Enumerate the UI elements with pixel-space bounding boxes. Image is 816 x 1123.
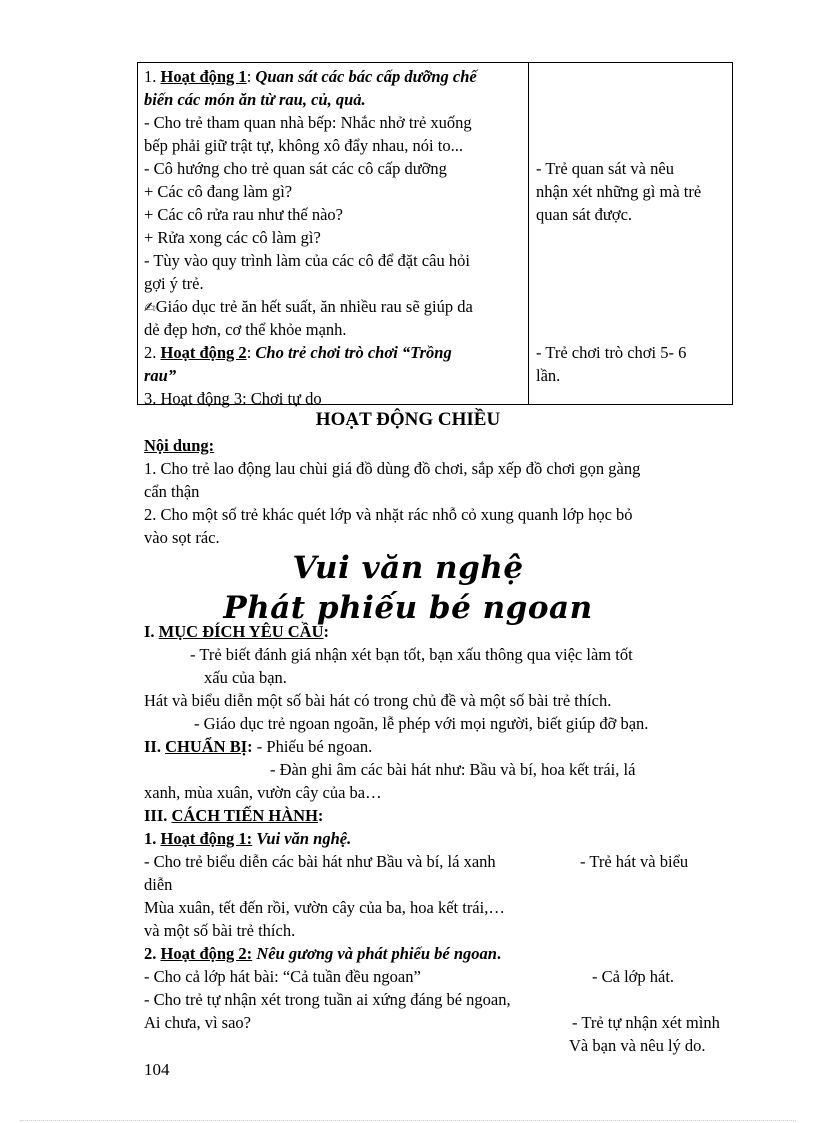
table-left-line: gợi ý trẻ.: [144, 274, 204, 293]
activity-1-line-3: Mùa xuân, tết đến rồi, vườn cây của ba, hoa kết trái,…: [144, 898, 505, 917]
section-3-heading: III. CÁCH TIẾN HÀNH:: [144, 806, 324, 825]
activity-2-response-1: - Cả lớp hát.: [592, 967, 675, 986]
activity-1-line-1: - Cho trẻ biểu diễn các bài hát như Bầu và bí, lá xanh: [144, 852, 496, 871]
activity-1-line-4: và một số bài trẻ thích.: [144, 921, 296, 940]
activity-2-line-1: - Cho cả lớp hát bài: “Cả tuần đều ngoan”: [144, 967, 421, 986]
title-vui-van-nghe: Vui văn nghệ: [292, 550, 524, 586]
section-1-line-4: - Giáo dục trẻ ngoan ngoãn, lễ phép với mọi người, biết giúp đỡ bạn.: [194, 714, 649, 733]
table-left-line: 1. Hoạt động 1: Quan sát các bác cấp dưỡng chế: [144, 67, 477, 86]
table-right-line: - Trẻ chơi trò chơi 5- 6: [536, 343, 687, 362]
section-1-line-2: xấu của bạn.: [204, 668, 287, 687]
activity-2-response-2: - Trẻ tự nhận xét mình: [572, 1013, 720, 1032]
table-left-line: rau”: [144, 366, 177, 385]
table-right-line: lần.: [536, 366, 561, 385]
activity-2-heading: 2. Hoạt động 2: Nêu gương và phát phiếu bé ngoan.: [144, 944, 502, 963]
section-2-heading: II. CHUẨN BỊ: - Phiếu bé ngoan.: [144, 737, 373, 756]
page-footer-rule: [20, 1120, 796, 1121]
table-left-line: dẻ đẹp hơn, cơ thể khỏe mạnh.: [144, 320, 347, 339]
table-left-line: - Cô hướng cho trẻ quan sát các cô cấp dưỡng: [144, 159, 447, 178]
activity-2-response-3: Và bạn và nêu lý do.: [569, 1036, 706, 1055]
table-right-block: [536, 341, 728, 387]
table-left-line: ✍Giáo dục trẻ ăn hết suất, ăn nhiều rau sẽ giúp da: [144, 297, 473, 316]
writing-hand-icon: ✍: [144, 300, 156, 316]
table-left-line: 3. Hoạt động 3: Chơi tự do: [144, 389, 322, 408]
afternoon-item-2: 2. Cho một số trẻ khác quét lớp và nhặt rác nhỗ cỏ xung quanh lớp học bỏ: [144, 505, 633, 524]
content-label: Nội dung:: [144, 436, 215, 455]
page-number: 104: [144, 1060, 170, 1079]
table-right-line: quan sát được.: [536, 205, 633, 224]
afternoon-item-2-cont: vào sọt rác.: [144, 528, 220, 547]
section-2-line-3: xanh, mùa xuân, vườn cây của ba…: [144, 783, 382, 802]
table-right-line: - Trẻ quan sát và nêu: [536, 159, 674, 178]
table-left-line: bếp phải giữ trật tự, không xô đẩy nhau, nói to...: [144, 136, 463, 155]
table-left-line: biến các món ăn từ rau, củ, quả.: [144, 90, 366, 109]
table-left-line: - Cho trẻ tham quan nhà bếp: Nhắc nhở trẻ xuống: [144, 113, 472, 132]
table-column-divider: [528, 63, 529, 404]
afternoon-heading: HOẠT ĐỘNG CHIỀU: [315, 409, 501, 430]
table-left-line: + Các cô rửa rau như thế nào?: [144, 205, 343, 224]
section-2-line-2: - Đàn ghi âm các bài hát như: Bầu và bí, hoa kết trái, lá: [270, 760, 636, 779]
table-left-line: 2. Hoạt động 2: Cho trẻ chơi trò chơi “Trồng: [144, 343, 452, 362]
activity-table: [137, 62, 733, 408]
activity-2-line-2: - Cho trẻ tự nhận xét trong tuần ai xứng đáng bé ngoan,: [144, 990, 511, 1009]
section-1-line-3: Hát và biểu diễn một số bài hát có trong chủ đề và một số bài trẻ thích.: [144, 691, 612, 710]
table-right-block: [536, 157, 728, 226]
table-left-line: + Các cô đang làm gì?: [144, 182, 293, 201]
section-1-heading: I. MỤC ĐÍCH YÊU CẦU:: [144, 622, 330, 641]
afternoon-item-1: 1. Cho trẻ lao động lau chùi giá đồ dùng đồ chơi, sắp xếp đồ chơi gọn gàng: [144, 459, 641, 478]
activity-1-line-2: diễn: [144, 875, 173, 894]
activity-1-response: - Trẻ hát và biểu: [580, 852, 689, 871]
activity-2-line-3: Ai chưa, vì sao?: [144, 1013, 251, 1032]
table-left-line: + Rửa xong các cô làm gì?: [144, 228, 321, 247]
table-left-column: [144, 65, 524, 410]
table-left-line: - Tùy vào quy trình làm của các cô để đặt câu hỏi: [144, 251, 470, 270]
section-1-line-1: - Trẻ biết đánh giá nhận xét bạn tốt, bạn xấu thông qua việc làm tốt: [190, 645, 633, 664]
title-phat-phieu: Phát phiếu bé ngoan: [223, 590, 593, 626]
table-right-line: nhận xét những gì mà trẻ: [536, 182, 702, 201]
afternoon-item-1-cont: cẩn thận: [144, 482, 200, 501]
activity-1-heading: 1. Hoạt động 1: Vui văn nghệ.: [144, 829, 352, 848]
